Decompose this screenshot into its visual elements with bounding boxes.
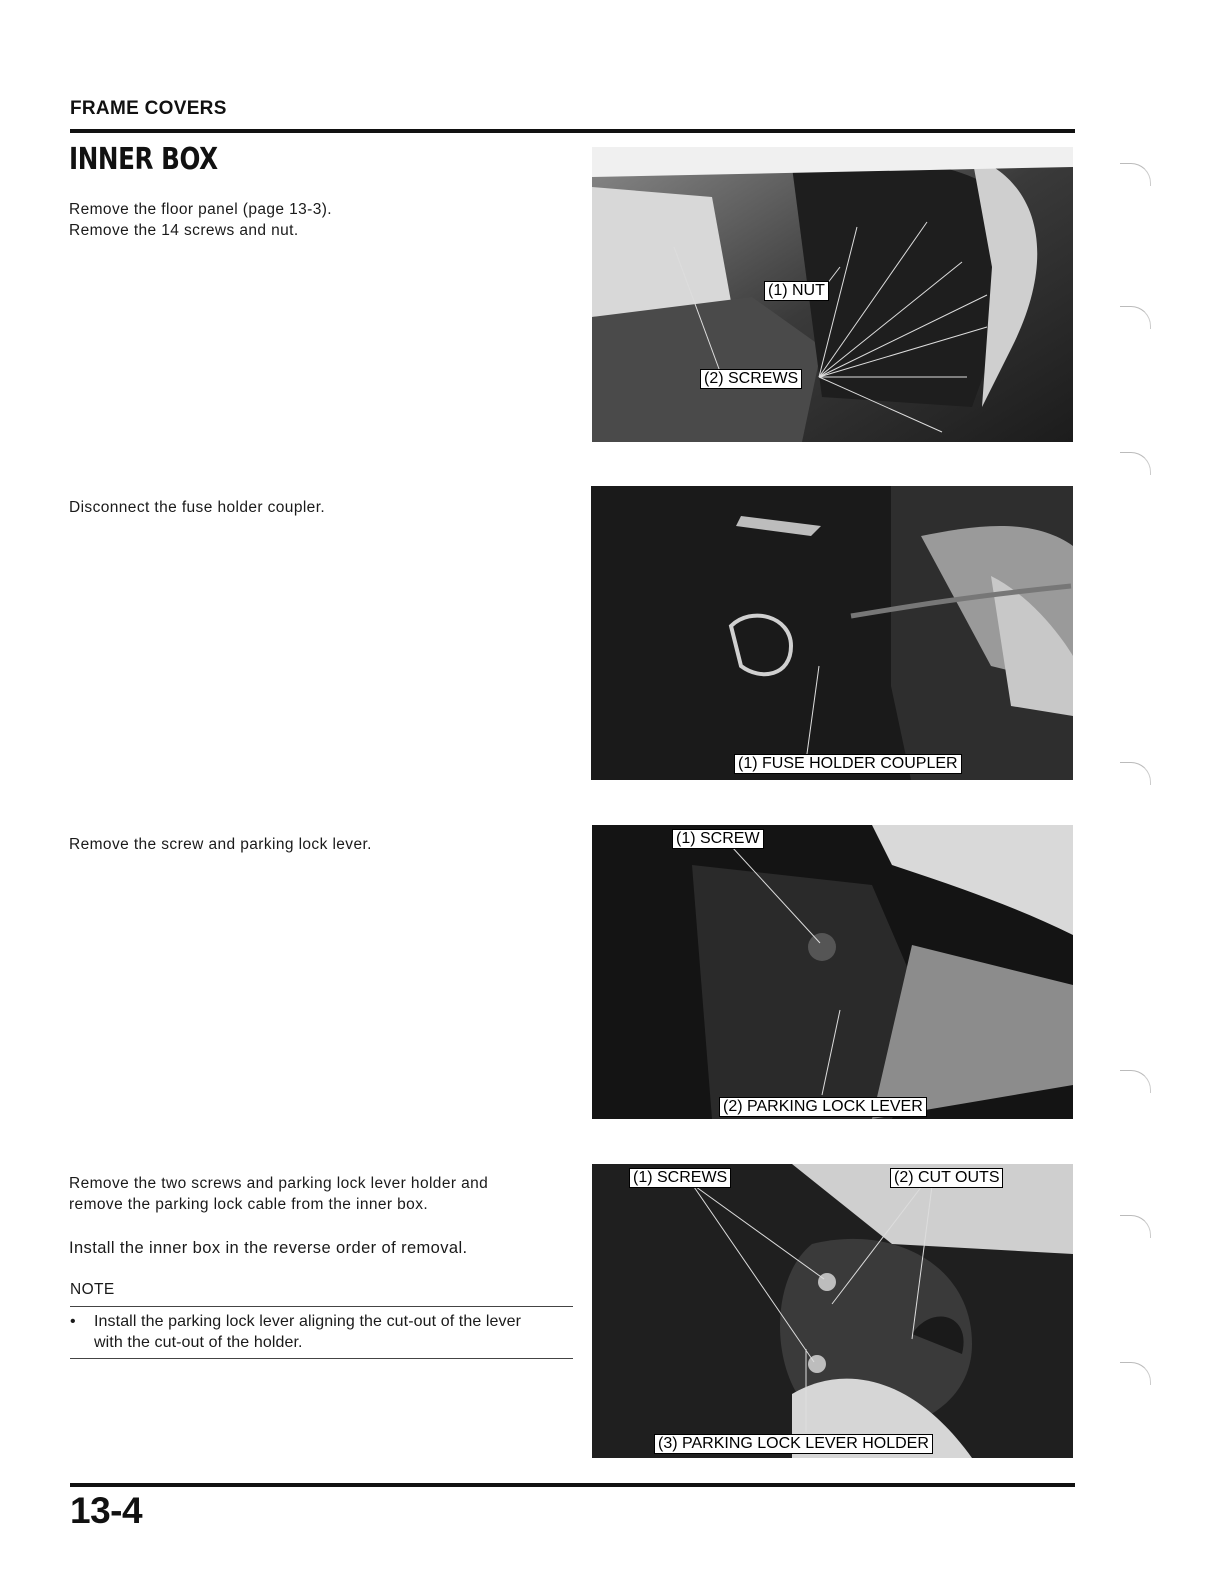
callout-screws-2: (1) SCREWS [629,1168,731,1188]
step1-line: Remove the floor panel (page 13-3). [69,201,333,218]
page-number: 13-4 [70,1490,143,1531]
section-header: FRAME COVERS [70,98,227,119]
binder-mark [1120,452,1151,475]
callout-cut-outs: (2) CUT OUTS [890,1168,1003,1188]
callout-screw: (1) SCREW [672,829,764,849]
step1-line: Remove the 14 screws and nut. [69,222,299,239]
top-rule [70,129,1075,133]
photo-fuse-holder-coupler [591,486,1073,780]
step3-text [69,834,372,855]
callout-fuse-holder-coupler: (1) FUSE HOLDER COUPLER [734,754,962,774]
note-line: Install the parking lock lever aligning the cut-out of the lever [94,1313,522,1330]
note-top-rule [70,1306,573,1307]
note-bottom-rule [70,1358,573,1359]
photo-parking-lock-lever-holder [592,1164,1073,1458]
note-bullet: • [70,1313,77,1330]
photo-inner-box-screws [592,147,1073,442]
page-title: INNER BOX [69,142,218,177]
binder-mark [1120,1215,1151,1238]
step1-text [69,199,332,241]
step2-line: Disconnect the fuse holder coupler. [69,499,326,516]
binder-mark [1120,1070,1151,1093]
callout-parking-lock-lever: (2) PARKING LOCK LEVER [719,1097,927,1117]
binder-mark [1120,163,1151,186]
step2-text [69,497,325,518]
photo-parking-lock-lever [592,825,1073,1119]
note-text [94,1311,521,1353]
note-line: with the cut-out of the holder. [94,1334,303,1351]
callout-nut: (1) NUT [764,281,829,301]
binder-mark [1120,1362,1151,1385]
install-instruction: Install the inner box in the reverse order of removal. [69,1239,468,1257]
note-label: NOTE [70,1281,115,1298]
binder-mark [1120,762,1151,785]
callout-screws: (2) SCREWS [700,369,802,389]
step4-line: Remove the two screws and parking lock lever holder and [69,1175,489,1192]
binder-mark [1120,306,1151,329]
bottom-rule [70,1483,1075,1487]
callout-parking-lock-lever-holder: (3) PARKING LOCK LEVER HOLDER [654,1434,933,1454]
step4-text [69,1173,574,1215]
step3-line: Remove the screw and parking lock lever. [69,836,372,853]
step4-line: remove the parking lock cable from the inner box. [69,1196,429,1213]
